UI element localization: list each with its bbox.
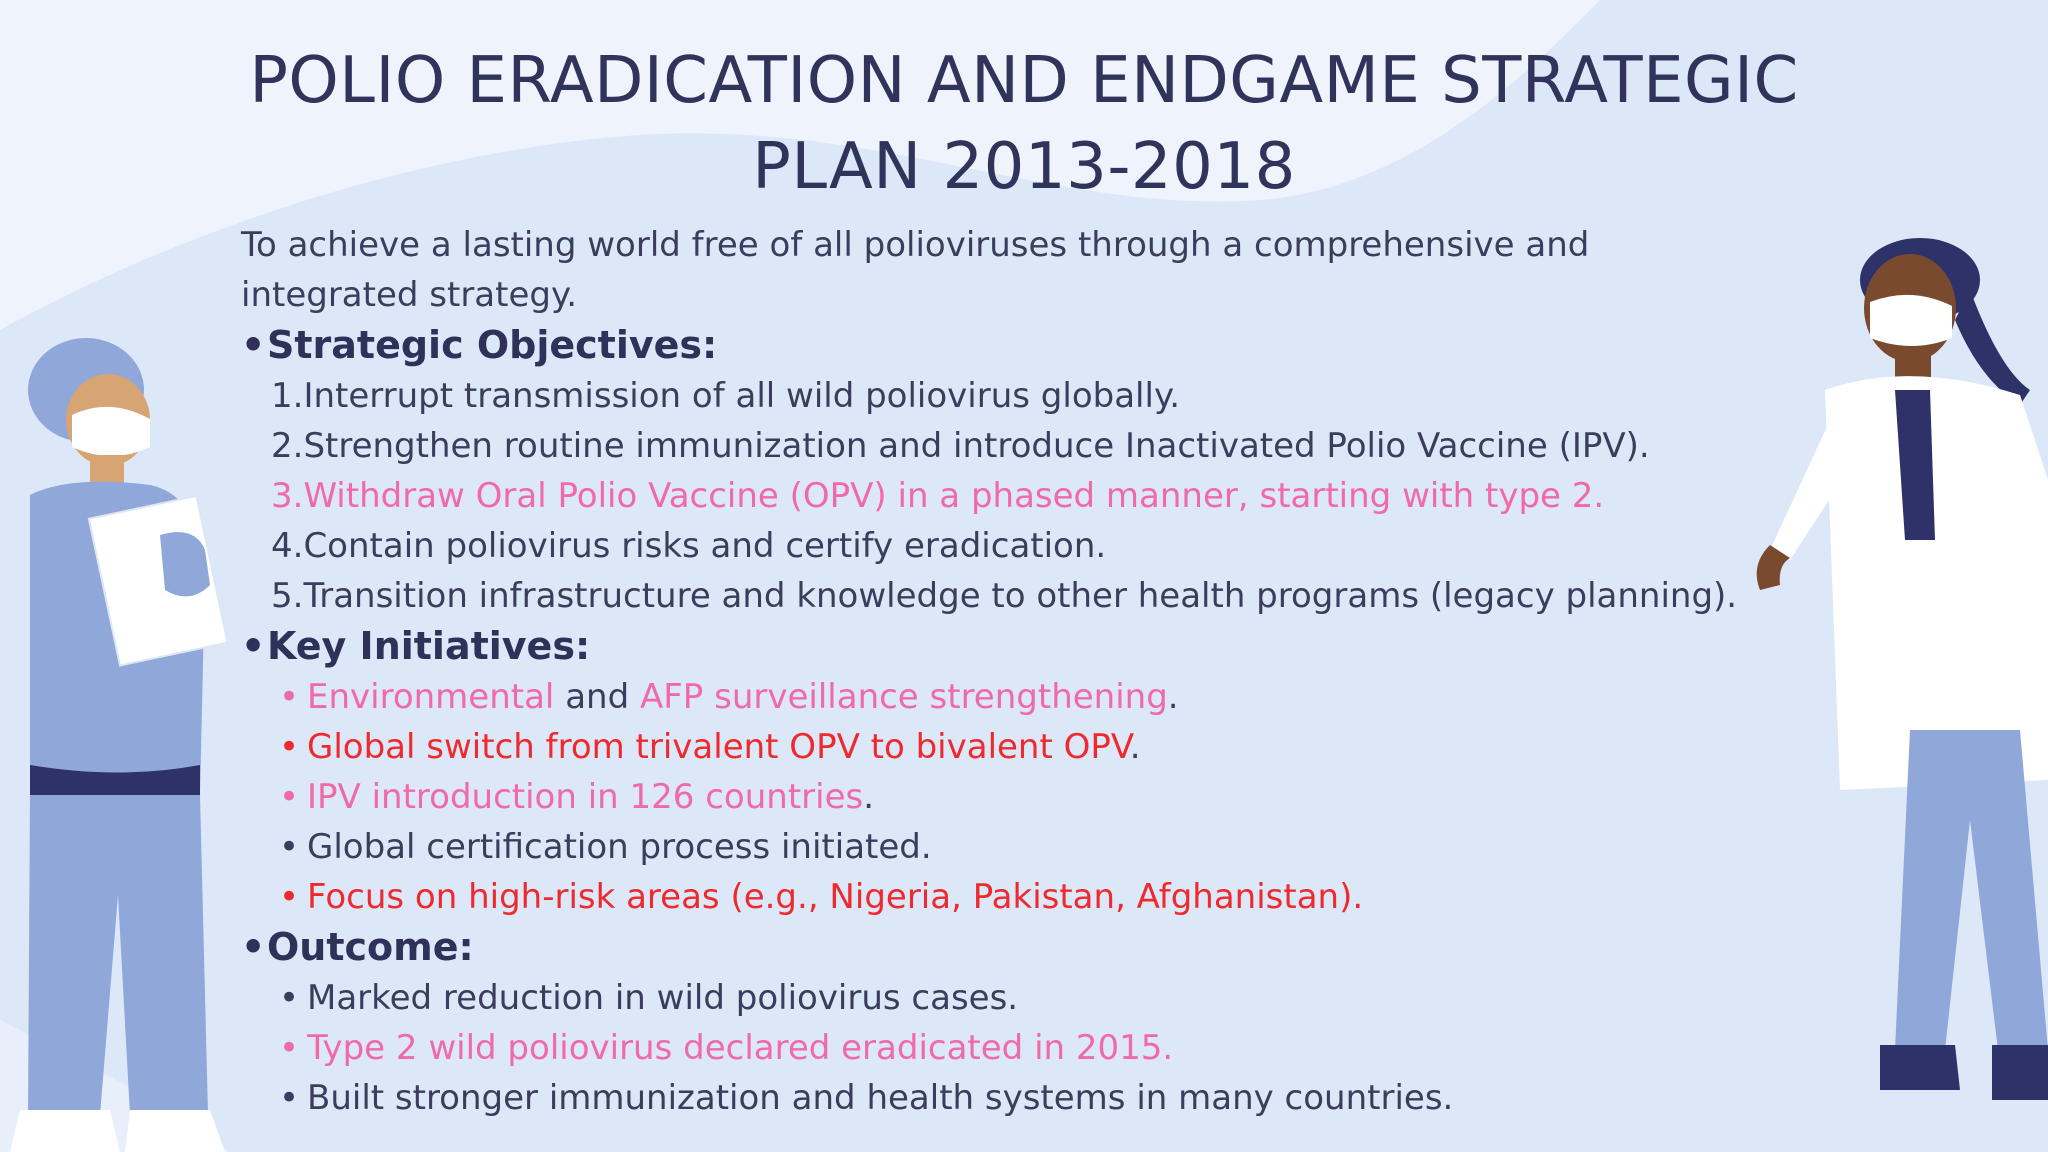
outcome-2-text: Type 2 wild poliovirus declared eradicated in 2015. [307,1028,1174,1068]
initiative-1-part2: and [554,677,640,717]
objective-item-3: 3.Withdraw Oral Polio Vaccine (OPV) in a phased manner, starting with type 2. [271,476,1605,516]
initiative-1-part3: AFP surveillance strengthening [639,677,1168,717]
initiative-2-part1: Global switch from trivalent OPV to bivalent OPV [307,727,1130,767]
section-strategic-objectives [241,320,1761,371]
initiative-item-2 [241,722,1761,772]
bullet-marker: • [241,624,266,668]
outcome-3-text: Built stronger immunization and health systems in many countries. [307,1078,1454,1118]
slide-title [240,38,1808,210]
objective-item-2: 2.Strengthen routine immunization and introduce Inactivated Polio Vaccine (IPV). [271,426,1650,466]
sub-bullet: • [278,877,300,917]
heading-key-initiatives: Key Initiatives: [267,624,591,668]
initiative-1-part4: . [1167,677,1179,717]
sub-bullet: • [278,827,300,867]
heading-outcome: Outcome: [267,925,474,969]
objective-item-1: 1.Interrupt transmission of all wild poliovirus globally. [271,376,1181,416]
sub-bullet: • [278,978,300,1018]
section-key-initiatives [241,621,1761,672]
intro-text: To achieve a lasting world free of all polioviruses through a comprehensive and integrated strategy. [241,225,1590,315]
sub-bullet: • [278,1078,300,1118]
initiative-3-part1: IPV introduction in 126 countries [307,777,864,817]
sub-bullet: • [278,777,300,817]
objective-item-4: 4.Contain poliovirus risks and certify eradication. [271,526,1107,566]
initiative-item-5 [241,872,1761,922]
outcome-item-2 [241,1023,1761,1073]
initiative-item-4 [241,822,1761,872]
section-outcome [241,922,1761,973]
sub-bullet: • [278,727,300,767]
title-line-1: POLIO ERADICATION AND ENDGAME STRATEGIC [249,44,1799,118]
outcome-item-1 [241,973,1761,1023]
title-line-2: PLAN 2013-2018 [752,130,1296,204]
objective-item-5: 5.Transition infrastructure and knowledge to other health programs (legacy planning). [271,576,1738,616]
initiative-4-part1: Global certification process initiated. [307,827,932,867]
nurse-illustration [0,335,240,1152]
outcome-1-text: Marked reduction in wild poliovirus cases. [307,978,1019,1018]
initiative-3-part2: . [863,777,875,817]
initiative-2-part2: . [1129,727,1141,767]
initiative-item-1 [241,672,1761,722]
sub-bullet: • [278,1028,300,1068]
outcome-item-3 [241,1073,1761,1123]
bullet-marker: • [241,323,266,367]
sub-bullet: • [278,677,300,717]
initiative-1-part1: Environmental [307,677,555,717]
initiative-5-part1: Focus on high-risk areas (e.g., Nigeria, Pakistan, Afghanistan). [307,877,1364,917]
slide-content [241,220,1761,1123]
heading-strategic-objectives: Strategic Objectives: [267,323,718,367]
bullet-marker: • [241,925,266,969]
doctor-illustration [1730,220,2048,1152]
initiative-item-3 [241,772,1761,822]
